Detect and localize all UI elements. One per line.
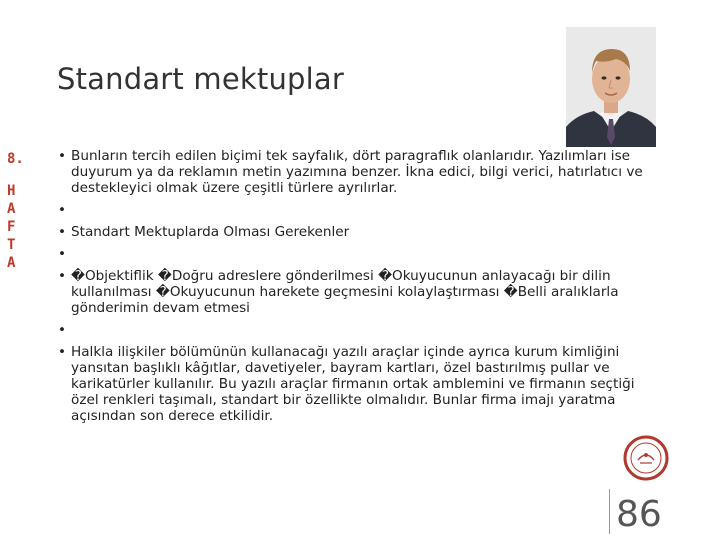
week-letter: A (7, 255, 16, 271)
bullet-list (58, 148, 648, 430)
bullet-item-empty (58, 246, 648, 262)
week-letter: H (7, 183, 16, 199)
portrait-photo (566, 27, 656, 147)
bullet-item: • Halkla ilişkiler bölümünün kullanacağı yazılı araçlar içinde ayrıca kurum kimliğini yansıtan başlıklı kâğıtlar, davetiyeler, bayram kartları, özel bastırılmış pullar ve karikatürler kullanılır. Bu yazılı araçlar firmanın ortak amblemini ve firmanın seçtiği özel renkleri taşımalı, standart bir özellikte olmalıdır. Bunlar firma imajı yaratma açısından son derece etkilidir. (58, 344, 648, 424)
week-number: 8. (7, 151, 24, 167)
week-letter: T (7, 237, 16, 253)
bullet-item: • �Objektiflik �Doğru adreslere gönderilmesi �Okuyucunun anlayacağı bir dilin kullanılması �Okuyucunun harekete geçmesini kolaylaştırması �Belli aralıklarla gönderimin devam etmesi (58, 268, 648, 316)
week-letter: F (7, 219, 16, 235)
week-letter: A (7, 201, 16, 217)
university-seal-icon (623, 435, 669, 481)
week-label (7, 150, 27, 272)
portrait-image (566, 27, 656, 147)
bullet-item-empty (58, 322, 648, 338)
page-divider (609, 489, 610, 534)
page-number: 86 (616, 494, 662, 535)
slide-title: Standart mektuplar (57, 62, 345, 96)
bullet-item: • Standart Mektuplarda Olması Gerekenler (58, 224, 648, 240)
bullet-item-empty (58, 202, 648, 218)
bullet-item: • Bunların tercih edilen biçimi tek sayfalık, dört paragraflık olanlarıdır. Yazılımları ise duyurum ya da reklamın metin yazımına benzer. İkna edici, bilgi verici, hatırlatıcı ve destekleyici olmak üzere çeşitli türlere ayrılırlar. (58, 148, 648, 196)
